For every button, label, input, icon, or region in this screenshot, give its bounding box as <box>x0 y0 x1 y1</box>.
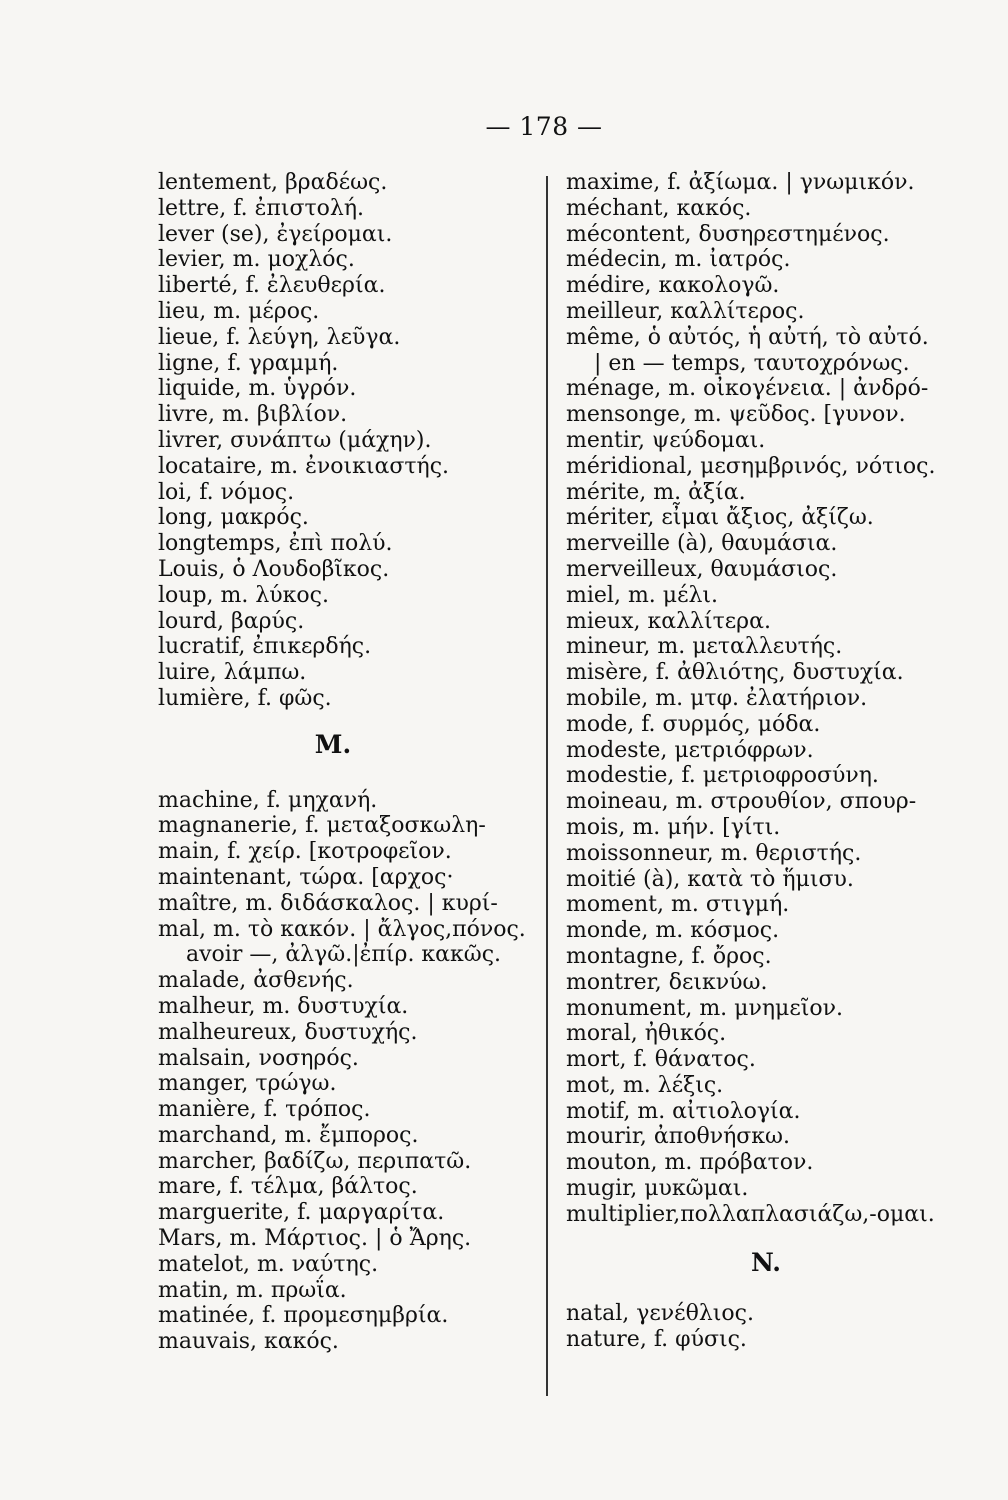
dictionary-entry: nature, f. φύσις. <box>566 1327 747 1353</box>
dictionary-entry: maxime, f. ἀξίωμα. | γνωμικόν. <box>566 170 915 195</box>
dictionary-entry: lieu, m. μέρος. <box>158 298 320 324</box>
dictionary-entry: merveilleux, θαυμάσιος. <box>566 556 838 582</box>
letter-heading-n: N. <box>751 1247 781 1277</box>
dictionary-entry: mourir, ἀποθνήσκω. <box>566 1124 790 1150</box>
dictionary-entry: ménage, m. οἰκογένεια. | ἀνδρό- <box>566 376 929 402</box>
dictionary-entry: meilleur, καλλίτερος. <box>566 298 805 324</box>
column-divider <box>546 176 548 1396</box>
dictionary-entry: livrer, συνάπτω (μάχην). <box>158 427 432 453</box>
dictionary-entry: longtemps, ἐπὶ πολύ. <box>158 531 393 557</box>
dictionary-entry: mode, f. συρμός, μόδα. <box>566 711 821 737</box>
dictionary-entry: médire, κακολογῶ. <box>566 273 780 299</box>
dictionary-entry: misère, f. ἀθλιότης, δυστυχία. <box>566 660 904 686</box>
dictionary-entry: matelot, m. ναύτης. <box>158 1251 379 1277</box>
dictionary-entry: mois, m. μήν. [γίτι. <box>566 814 781 840</box>
dictionary-entry: motif, m. αἰτιολογία. <box>566 1098 801 1124</box>
dictionary-entry: méridional, μεσημβρινός, νότιος. <box>566 453 936 479</box>
dictionary-entry: monument, m. μνημεῖον. <box>566 995 843 1021</box>
dictionary-entry: maître, m. διδάσκαλος. | κυρί- <box>158 890 498 916</box>
dictionary-entry: machine, f. μηχανή. <box>158 787 378 813</box>
dictionary-entry: luire, λάμπω. <box>158 660 307 686</box>
dictionary-entry: loi, f. νόμος. <box>158 479 295 505</box>
right-entries-m <box>566 170 986 1228</box>
dictionary-entry: lettre, f. ἐπιστολή. <box>158 195 365 221</box>
left-column <box>158 170 528 1355</box>
dictionary-entry: lentement, βραδέως. <box>158 170 388 195</box>
dictionary-entry: levier, m. μοχλός. <box>158 247 355 273</box>
dictionary-entry: maintenant, τώρα. [αρχος· <box>158 864 454 890</box>
dictionary-entry: lourd, βαρύς. <box>158 608 305 634</box>
right-entries-n <box>566 1301 986 1353</box>
dictionary-entry: lucratif, ἐπικερδής. <box>158 634 372 660</box>
dictionary-entry: manger, τρώγω. <box>158 1071 337 1097</box>
dictionary-entry: mentir, ψεύδομαι. <box>566 427 766 453</box>
dictionary-entry: mouton, m. πρόβατον. <box>566 1150 814 1176</box>
dictionary-entry: médecin, m. ἰατρός. <box>566 247 791 273</box>
dictionary-entry: Louis, ὁ Λουδοβῖκος. <box>158 556 390 582</box>
dictionary-entry: natal, γενέθλιος. <box>566 1301 754 1327</box>
dictionary-entry: locataire, m. ἐνοικιαστής. <box>158 453 450 479</box>
dictionary-entry: mieux, καλλίτερα. <box>566 608 771 634</box>
dictionary-entry: liquide, m. ὑγρόν. <box>158 376 357 402</box>
dictionary-entry: marchand, m. ἔμπορος. <box>158 1122 419 1148</box>
dictionary-entry: merveille (à), θαυμάσια. <box>566 531 838 557</box>
dictionary-entry: multiplier,πολλαπλασιάζω,-ομαι. <box>566 1201 935 1227</box>
dictionary-entry: livre, m. βιβλίον. <box>158 402 348 428</box>
dictionary-entry: marcher, βαδίζω, περιπατῶ. <box>158 1148 472 1174</box>
dictionary-entry: mugir, μυκῶμαι. <box>566 1176 749 1202</box>
dictionary-entry: mensonge, m. ψεῦδος. [γυνον. <box>566 402 906 428</box>
dictionary-entry: | en — temps, ταυτοχρόνως. <box>594 350 910 376</box>
page-number: — 178 — <box>485 112 603 141</box>
dictionary-entry: moineau, m. στρουθίον, σπουρ- <box>566 789 917 815</box>
dictionary-entry: Mars, m. Μάρτιος. | ὁ Ἄρης. <box>158 1226 472 1252</box>
dictionary-entry: ligne, f. γραμμή. <box>158 350 339 376</box>
dictionary-entry: mauvais, κακός. <box>158 1329 339 1355</box>
left-entries-l <box>158 170 528 712</box>
dictionary-entry: montrer, δεικνύω. <box>566 969 768 995</box>
dictionary-entry: magnanerie, f. μεταξοσκωλη- <box>158 813 486 839</box>
dictionary-entry: loup, m. λύκος. <box>158 582 329 608</box>
right-column <box>566 170 986 1353</box>
dictionary-entry: manière, f. τρόπος. <box>158 1097 371 1123</box>
dictionary-entry: long, μακρός. <box>158 505 309 531</box>
dictionary-entry: même, ὁ αὐτός, ἡ αὐτή, τὸ αὐτό. <box>566 324 929 350</box>
dictionary-entry: modestie, f. μετριοφροσύνη. <box>566 763 879 789</box>
dictionary-entry: mot, m. λέξις. <box>566 1072 724 1098</box>
dictionary-entry: mare, f. τέλμα, βάλτος. <box>158 1174 418 1200</box>
dictionary-entry: malsain, νοσηρός. <box>158 1045 359 1071</box>
dictionary-entry: malheureux, δυστυχής. <box>158 1019 418 1045</box>
dictionary-entry: liberté, f. ἐλευθερία. <box>158 273 386 299</box>
dictionary-entry: méchant, κακός. <box>566 195 752 221</box>
dictionary-entry: moral, ἠθικός. <box>566 1021 727 1047</box>
dictionary-entry: mal, m. τὸ κακόν. | ἄλγος,πόνος. <box>158 916 526 942</box>
dictionary-entry: malheur, m. δυστυχία. <box>158 993 409 1019</box>
left-entries-m <box>158 788 528 1356</box>
dictionary-entry: moissonneur, m. θεριστής. <box>566 840 862 866</box>
dictionary-entry: moment, m. στιγμή. <box>566 892 790 918</box>
dictionary-entry: modeste, μετριόφρων. <box>566 737 814 763</box>
dictionary-entry: moitié (à), κατὰ τὸ ἥμισυ. <box>566 866 854 892</box>
dictionary-entry: main, f. χείρ. [κοτροφεῖον. <box>158 839 452 865</box>
dictionary-entry: marguerite, f. μαργαρίτα. <box>158 1200 445 1226</box>
dictionary-entry: mérite, m. ἀξία. <box>566 479 746 505</box>
dictionary-entry: miel, m. μέλι. <box>566 582 719 608</box>
dictionary-entry: montagne, f. ὄρος. <box>566 943 772 969</box>
dictionary-entry: mériter, εἶμαι ἄξιος, ἀξίζω. <box>566 505 874 531</box>
dictionary-entry: mécontent, δυσηρεστημένος. <box>566 221 890 247</box>
letter-heading-m: M. <box>314 729 352 759</box>
dictionary-entry: monde, m. κόσμος. <box>566 918 780 944</box>
dictionary-entry: lever (se), ἐγείρομαι. <box>158 221 393 247</box>
dictionary-entry: mineur, m. μεταλλευτής. <box>566 634 843 660</box>
dictionary-entry: matinée, f. προμεσημβρία. <box>158 1303 449 1329</box>
dictionary-entry: avoir —, ἀλγῶ.|ἐπίρ. κακῶς. <box>186 942 502 968</box>
dictionary-entry: malade, ἀσθενής. <box>158 968 354 994</box>
dictionary-entry: lieue, f. λεύγη, λεῦγα. <box>158 324 401 350</box>
dictionary-entry: mobile, m. μτφ. ἐλατήριον. <box>566 685 868 711</box>
dictionary-entry: matin, m. πρωΐα. <box>158 1277 347 1303</box>
dictionary-entry: lumière, f. φῶς. <box>158 685 332 711</box>
dictionary-entry: mort, f. θάνατος. <box>566 1047 756 1073</box>
